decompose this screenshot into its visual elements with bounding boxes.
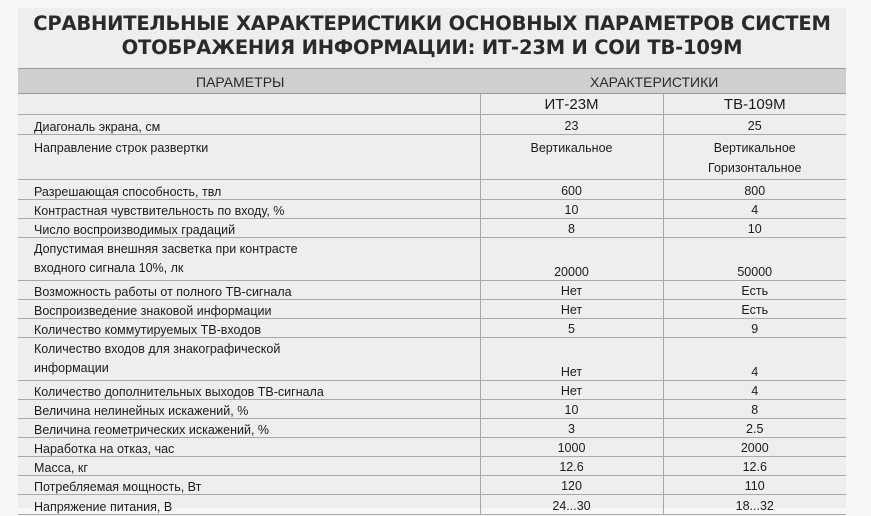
title-line-1: СРАВНИТЕЛЬНЫЕ ХАРАКТЕРИСТИКИ ОСНОВНЫХ ПАРАМЕТРОВ СИСТЕМ bbox=[33, 12, 831, 35]
comparison-table bbox=[18, 94, 846, 515]
table-row bbox=[18, 438, 846, 457]
param-cell: Число воспроизводимых градаций bbox=[18, 219, 480, 238]
param-cell: Количество дополнительных выходов ТВ-сигнала bbox=[18, 381, 480, 400]
value-tv109m: 2.5 bbox=[663, 419, 846, 438]
value-it23m: 8 bbox=[480, 219, 663, 238]
value-tv109m: 4 bbox=[663, 338, 846, 381]
value-tv109m: 10 bbox=[663, 219, 846, 238]
table-row bbox=[18, 281, 846, 300]
value-it23m: Вертикальное bbox=[480, 135, 663, 180]
value-tv109m: 9 bbox=[663, 319, 846, 338]
param-cell: Возможность работы от полного ТВ-сигнала bbox=[18, 281, 480, 300]
param-cell: Наработка на отказ, час bbox=[18, 438, 480, 457]
value-it23m: 600 bbox=[480, 180, 663, 200]
table-header-band bbox=[18, 68, 846, 94]
header-characteristics: ХАРАКТЕРИСТИКИ bbox=[590, 74, 719, 90]
value-it23m: 5 bbox=[480, 319, 663, 338]
value-it23m: 23 bbox=[480, 115, 663, 135]
value-it23m: Нет bbox=[480, 300, 663, 319]
value-tv109m: 4 bbox=[663, 381, 846, 400]
table-row bbox=[18, 180, 846, 200]
value-tv109m: 8 bbox=[663, 400, 846, 419]
table-row bbox=[18, 400, 846, 419]
param-cell: Количество входов для знакографической информации bbox=[18, 338, 480, 381]
value-it23m: Нет bbox=[480, 281, 663, 300]
value-it23m: Нет bbox=[480, 338, 663, 381]
document-page bbox=[18, 8, 846, 514]
param-cell: Контрастная чувствительность по входу, % bbox=[18, 200, 480, 219]
table-row bbox=[18, 338, 846, 381]
table-row bbox=[18, 381, 846, 400]
value-tv109m: 110 bbox=[663, 476, 846, 495]
value-it23m: 12.6 bbox=[480, 457, 663, 476]
value-it23m: Нет bbox=[480, 381, 663, 400]
value-it23m: 1000 bbox=[480, 438, 663, 457]
table-row bbox=[18, 238, 846, 281]
table-row bbox=[18, 200, 846, 219]
value-tv109m: 50000 bbox=[663, 238, 846, 281]
table-row bbox=[18, 419, 846, 438]
value-it23m: 10 bbox=[480, 200, 663, 219]
value-it23m: 120 bbox=[480, 476, 663, 495]
table-row bbox=[18, 495, 846, 515]
table-row bbox=[18, 219, 846, 238]
column-header-row bbox=[18, 94, 846, 115]
column-header-tv109m: ТВ-109М bbox=[663, 94, 846, 115]
param-cell: Допустимая внешняя засветка при контрасте входного сигнала 10%, лк bbox=[18, 238, 480, 281]
param-cell: Величина геометрических искажений, % bbox=[18, 419, 480, 438]
value-it23m: 10 bbox=[480, 400, 663, 419]
value-tv109m: 25 bbox=[663, 115, 846, 135]
value-it23m: 24...30 bbox=[480, 495, 663, 515]
table-row bbox=[18, 476, 846, 495]
table-row bbox=[18, 300, 846, 319]
param-cell: Величина нелинейных искажений, % bbox=[18, 400, 480, 419]
value-tv109m: Вертикальное Горизонтальное bbox=[663, 135, 846, 180]
param-cell: Количество коммутируемых ТВ-входов bbox=[18, 319, 480, 338]
value-it23m: 20000 bbox=[480, 238, 663, 281]
param-cell: Потребляемая мощность, Вт bbox=[18, 476, 480, 495]
table-row bbox=[18, 115, 846, 135]
value-tv109m: Есть bbox=[663, 281, 846, 300]
param-cell: Воспроизведение знаковой информации bbox=[18, 300, 480, 319]
value-tv109m: 12.6 bbox=[663, 457, 846, 476]
value-tv109m: 800 bbox=[663, 180, 846, 200]
param-cell: Направление строк развертки bbox=[18, 135, 480, 180]
column-header-empty bbox=[18, 94, 480, 115]
value-tv109m: 4 bbox=[663, 200, 846, 219]
document-title bbox=[18, 8, 846, 66]
value-it23m: 3 bbox=[480, 419, 663, 438]
table-row bbox=[18, 135, 846, 180]
table-row bbox=[18, 457, 846, 476]
value-tv109m: 18...32 bbox=[663, 495, 846, 515]
value-tv109m: 2000 bbox=[663, 438, 846, 457]
param-cell: Диагональ экрана, см bbox=[18, 115, 480, 135]
table-row bbox=[18, 319, 846, 338]
header-params: ПАРАМЕТРЫ bbox=[196, 74, 285, 90]
param-cell: Масса, кг bbox=[18, 457, 480, 476]
value-tv109m: Есть bbox=[663, 300, 846, 319]
column-header-it23m: ИТ-23М bbox=[480, 94, 663, 115]
title-line-2: ОТОБРАЖЕНИЯ ИНФОРМАЦИИ: ИТ-23М И СОИ ТВ-109М bbox=[121, 36, 743, 59]
param-cell: Напряжение питания, В bbox=[18, 495, 480, 515]
param-cell: Разрешающая способность, твл bbox=[18, 180, 480, 200]
